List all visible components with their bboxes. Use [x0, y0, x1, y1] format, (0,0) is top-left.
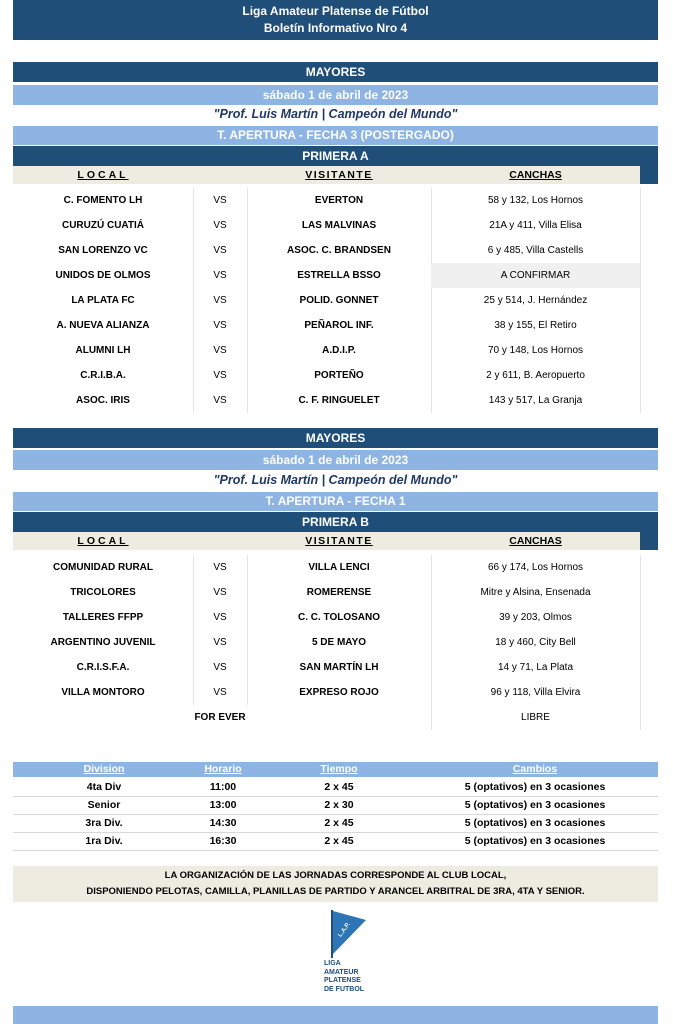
local-team: C. FOMENTO LH: [63, 195, 143, 206]
visitor-team: SAN MARTÍN LH: [299, 662, 379, 673]
table-row: [13, 263, 658, 288]
schedule-row: [13, 779, 658, 797]
table-row: [13, 238, 658, 263]
local-team: ASOC. IRIS: [76, 395, 130, 406]
schedule-col-subs: Cambios: [512, 763, 558, 775]
bye-team: FOR EVER: [194, 712, 246, 723]
tournament-title: T. APERTURA - FECHA 1: [13, 492, 658, 511]
vs-label: VS: [213, 637, 227, 648]
schedule-col-duration: Tiempo: [320, 763, 358, 775]
field-location: 25 y 514, J. Hernández: [483, 295, 588, 306]
local-team: TRICOLORES: [70, 587, 136, 598]
vs-label: VS: [213, 245, 227, 256]
schedule-col-division: Division: [83, 763, 125, 775]
local-team: UNIDOS DE OLMOS: [55, 270, 151, 281]
schedule-duration: 2 x 45: [324, 781, 354, 793]
table-row: [13, 338, 658, 363]
field-location: 14 y 71, La Plata: [497, 662, 574, 673]
division-title: PRIMERA A: [13, 146, 658, 166]
field-location: 39 y 203, Olmos: [499, 612, 572, 623]
dedication: "Prof. Luis Martín | Campeón del Mundo": [213, 107, 458, 121]
local-team: CURUZÚ CUATIÁ: [61, 220, 145, 231]
column-local: LOCAL: [77, 169, 129, 181]
tournament-title: T. APERTURA - FECHA 3 (POSTERGADO): [13, 126, 658, 145]
schedule-division: 4ta Div: [86, 781, 122, 793]
vs-label: VS: [213, 270, 227, 281]
local-team: C.R.I.B.A.: [80, 370, 126, 381]
local-team: ARGENTINO JUVENIL: [50, 637, 156, 648]
table-row: [13, 555, 658, 580]
schedule-row: [13, 815, 658, 833]
vs-label: VS: [213, 220, 227, 231]
field-location: 143 y 517, La Granja: [488, 395, 583, 406]
column-local: LOCAL: [77, 535, 129, 547]
vs-label: VS: [213, 587, 227, 598]
dedication: "Prof. Luis Martín | Campeón del Mundo": [213, 473, 458, 487]
local-team: VILLA MONTORO: [61, 687, 145, 698]
category-title: MAYORES: [13, 62, 658, 82]
schedule-subs: 5 (optativos) en 3 ocasiones: [464, 799, 606, 811]
table-row: [13, 288, 658, 313]
vs-label: VS: [213, 687, 227, 698]
visitor-team: C. C. TOLOSANO: [297, 612, 381, 623]
schedule-duration: 2 x 45: [324, 835, 354, 847]
note-line-1: LA ORGANIZACIÓN DE LAS JORNADAS CORRESPONDE AL CLUB LOCAL,: [164, 870, 507, 881]
vs-label: VS: [213, 320, 227, 331]
field-location: 18 y 460, City Bell: [495, 637, 576, 648]
column-fields: CANCHAS: [509, 169, 562, 181]
field-location: 66 y 174, Los Hornos: [487, 562, 584, 573]
matches-table: [13, 555, 658, 730]
table-row: [13, 363, 658, 388]
bye-row: [13, 705, 658, 730]
schedule-row: [13, 797, 658, 815]
column-visitor: VISITANTE: [305, 169, 373, 181]
league-name: Liga Amateur Platense de Fútbol: [242, 4, 429, 18]
field-location: 38 y 155, El Retiro: [494, 320, 577, 331]
field-location: 96 y 118, Villa Elvira: [490, 687, 581, 698]
match-date: sábado 1 de abril de 2023: [13, 450, 658, 470]
bulletin-number: Boletín Informativo Nro 4: [263, 21, 408, 35]
visitor-team: ESTRELLA BSSO: [297, 270, 381, 281]
logo-line: PLATENSE: [324, 977, 361, 984]
field-location: A CONFIRMAR: [431, 263, 640, 288]
local-team: COMUNIDAD RURAL: [53, 562, 153, 573]
flag-text: L.A.P.: [337, 921, 352, 939]
schedule-header: [13, 762, 658, 777]
schedule-row: [13, 833, 658, 851]
logo-text: [324, 960, 374, 994]
schedule-division: Senior: [87, 799, 121, 811]
visitor-team: A.D.I.P.: [322, 345, 356, 356]
note-line-2: DISPONIENDO PELOTAS, CAMILLA, PLANILLAS DE PARTIDO Y ARANCEL ARBITRAL DE 3RA, 4TA Y SENIOR.: [86, 886, 585, 897]
local-team: ALUMNI LH: [75, 345, 131, 356]
field-location: 70 y 148, Los Hornos: [487, 345, 584, 356]
local-team: SAN LORENZO VC: [58, 245, 148, 256]
local-team: C.R.I.S.F.A.: [76, 662, 130, 673]
division-title: PRIMERA B: [13, 512, 658, 532]
vs-label: VS: [213, 370, 227, 381]
field-location: 58 y 132, Los Hornos: [487, 195, 584, 206]
table-row: [13, 580, 658, 605]
table-header: [13, 166, 640, 184]
logo-line: LIGA: [324, 960, 341, 967]
match-date: sábado 1 de abril de 2023: [13, 85, 658, 105]
visitor-team: PEÑAROL INF.: [304, 320, 374, 331]
schedule-division: 1ra Div.: [85, 835, 123, 847]
vs-label: VS: [213, 345, 227, 356]
table-row: [13, 313, 658, 338]
logo-line: AMATEUR: [324, 968, 359, 976]
vs-label: VS: [213, 295, 227, 306]
field-location: Mitre y Alsina, Ensenada: [480, 587, 591, 598]
table-header: [13, 532, 640, 550]
visitor-team: EVERTON: [314, 195, 364, 206]
visitor-team: 5 DE MAYO: [311, 637, 367, 648]
schedule-duration: 2 x 45: [324, 817, 354, 829]
column-visitor: VISITANTE: [305, 535, 373, 547]
visitor-team: EXPRESO ROJO: [299, 687, 379, 698]
visitor-team: C. F. RINGUELET: [298, 395, 380, 406]
schedule-col-time: Horario: [204, 763, 242, 775]
vs-label: VS: [213, 662, 227, 673]
schedule-subs: 5 (optativos) en 3 ocasiones: [464, 835, 606, 847]
local-team: TALLERES FFPP: [62, 612, 144, 623]
schedule-time: 11:00: [209, 781, 237, 793]
visitor-team: POLID. GONNET: [299, 295, 379, 306]
vs-label: VS: [213, 195, 227, 206]
table-row: [13, 388, 658, 413]
visitor-team: ASOC. C. BRANDSEN: [287, 245, 391, 256]
table-row: [13, 605, 658, 630]
field-location: 21A y 411, Villa Elisa: [489, 220, 582, 231]
column-fields: CANCHAS: [509, 535, 562, 547]
visitor-team: VILLA LENCI: [308, 562, 370, 573]
schedule-time: 13:00: [209, 799, 237, 811]
bulletin-header: [13, 0, 658, 40]
bye-status: LIBRE: [521, 712, 550, 723]
schedule-time: 14:30: [209, 817, 237, 829]
local-team: A. NUEVA ALIANZA: [56, 320, 150, 331]
visitor-team: LAS MALVINAS: [301, 220, 377, 231]
schedule-duration: 2 x 30: [324, 799, 354, 811]
schedule-subs: 5 (optativos) en 3 ocasiones: [464, 781, 606, 793]
league-logo: [318, 908, 378, 1004]
table-row: [13, 680, 658, 705]
logo-line: DE FUTBOL: [324, 985, 365, 993]
field-location: 6 y 485, Villa Castells: [487, 245, 584, 256]
schedule-subs: 5 (optativos) en 3 ocasiones: [464, 817, 606, 829]
organization-note: [13, 866, 658, 902]
local-team: LA PLATA FC: [71, 295, 135, 306]
header-tab: [640, 166, 658, 184]
table-row: [13, 630, 658, 655]
table-row: [13, 188, 658, 213]
flag-icon: [318, 908, 378, 960]
header-tab: [640, 532, 658, 550]
field-location: 2 y 611, B. Aeropuerto: [486, 370, 585, 381]
footer-band: [13, 1006, 658, 1024]
category-title: MAYORES: [13, 428, 658, 448]
schedule-time: 16:30: [209, 835, 237, 847]
vs-label: VS: [213, 395, 227, 406]
vs-label: VS: [213, 562, 227, 573]
schedule-division: 3ra Div.: [85, 817, 123, 829]
vs-label: VS: [213, 612, 227, 623]
visitor-team: ROMERENSE: [306, 587, 372, 598]
matches-table: [13, 188, 658, 413]
table-row: [13, 655, 658, 680]
visitor-team: PORTEÑO: [314, 370, 364, 381]
table-row: [13, 213, 658, 238]
